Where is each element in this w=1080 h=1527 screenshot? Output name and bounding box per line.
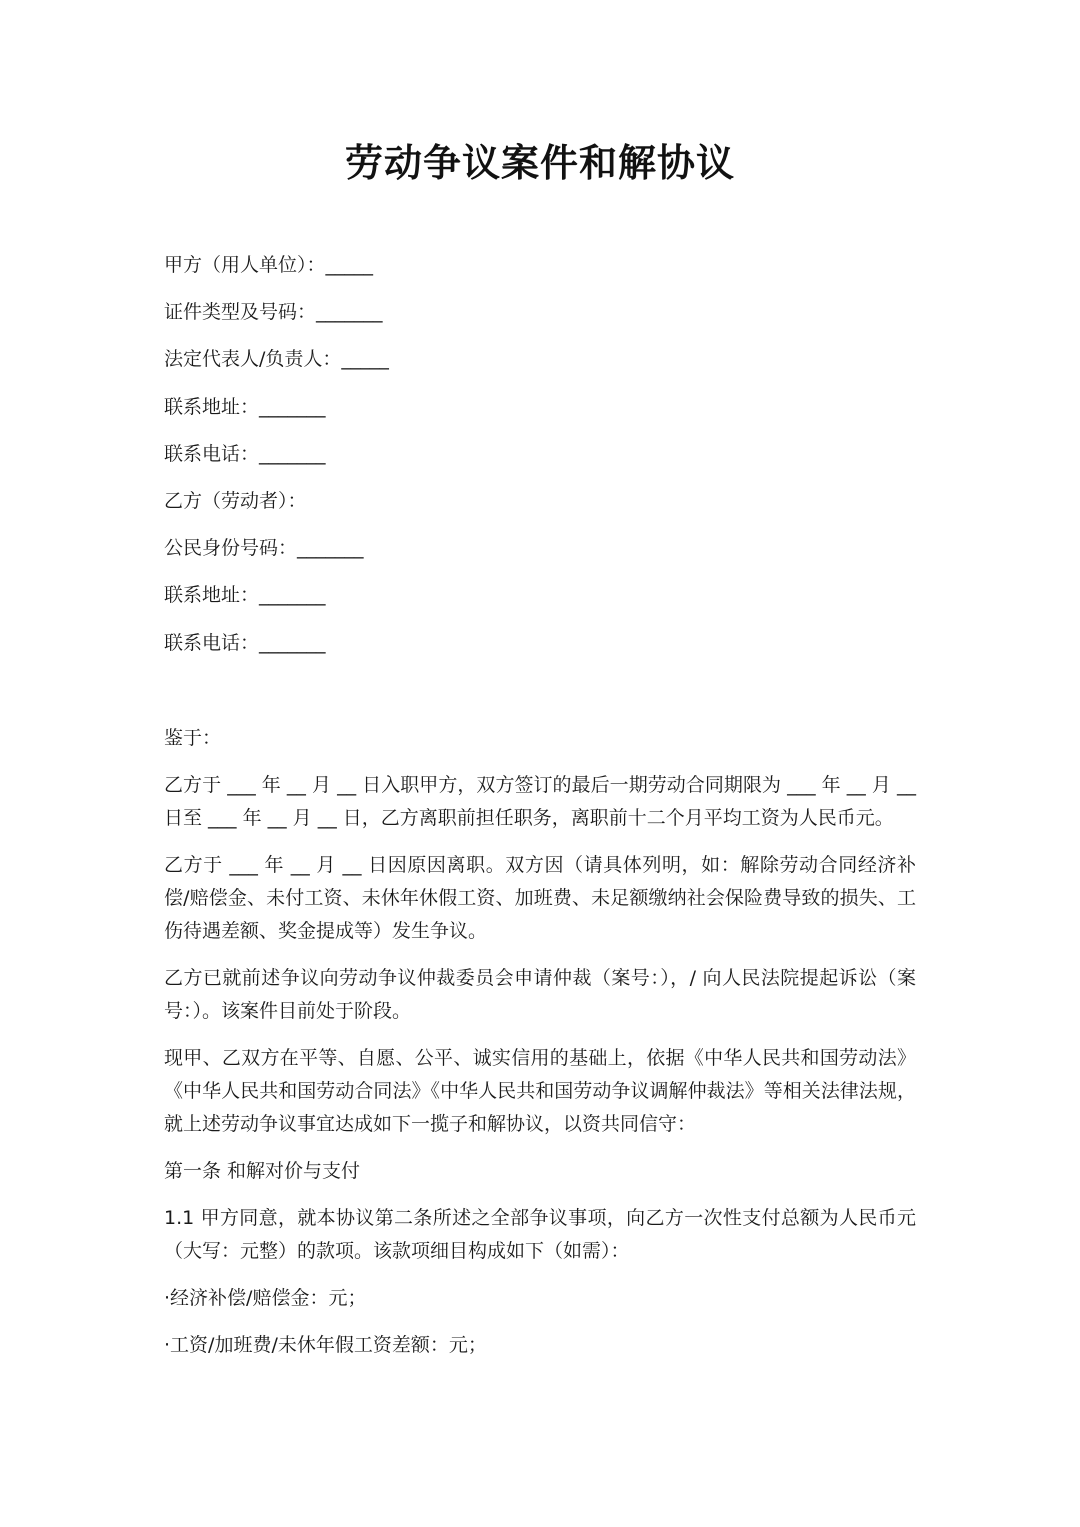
party-b-phone-field: 联系电话：_______ [164, 631, 326, 654]
case-status-paragraph: 乙方已就前述争议向劳动争议仲裁委员会申请仲裁（案号：），/ 向人民法院提起诉讼（案号：）。该案件目前处于阶段。 [164, 967, 916, 1022]
party-a-id-field: 证件类型及号码：_______ [164, 301, 383, 324]
agreement-basis-paragraph: 现甲、乙双方在平等、自愿、公平、诚实信用的基础上，依据《中华人民共和国劳动法》《中华人民共和国劳动合同法》《中华人民共和国劳动争议调解仲裁法》等相关法律法规，就上述劳动争议事宜达成如下一揽子和解协议，以资共同信守： [164, 1047, 916, 1135]
party-b-id-field: 公民身份号码：_______ [164, 537, 364, 560]
whereas-heading: 鉴于： [164, 727, 222, 749]
party-b-address-field: 联系地址：_______ [164, 584, 326, 607]
wage-difference-item: ·工资/加班费/未休年假工资差额：元； [164, 1334, 487, 1356]
party-a-phone-field: 联系电话：_______ [164, 442, 326, 465]
clause-1-1-paragraph: 1.1 甲方同意，就本协议第二条所述之全部争议事项，向乙方一次性支付总额为人民币元（大写：元整）的款项。该款项细目构成如下（如需）： [164, 1207, 916, 1262]
document-title: 劳动争议案件和解协议 [344, 141, 735, 185]
employment-paragraph: 乙方于 ___ 年 __ 月 __ 日入职甲方，双方签订的最后一期劳动合同期限为 ___ 年 __ 月 __ 日至 ___ 年 __ 月 __ 日，乙方离职前担任职务，离职前十二个月平均工资为人民币元。 [164, 774, 916, 829]
party-a-address-field: 联系地址：_______ [164, 395, 326, 418]
party-b-name-field: 乙方（劳动者）： [164, 489, 307, 512]
compensation-item: ·经济补偿/赔偿金：元； [164, 1287, 367, 1309]
dispute-paragraph: 乙方于 ___ 年 __ 月 __ 日因原因离职。双方因（请具体列明，如：解除劳动合同经济补偿/赔偿金、未付工资、未休年休假工资、加班费、未足额缴纳社会保险费导致的损失、工伤待遇差额、奖金提成等）发生争议。 [164, 854, 916, 942]
party-a-representative-field: 法定代表人/负责人：_____ [164, 348, 389, 371]
agreement-body [164, 722, 916, 1376]
party-info-section [164, 250, 924, 675]
article-one-heading: 第一条 和解对价与支付 [164, 1160, 361, 1182]
party-a-name-field: 甲方（用人单位）：_____ [164, 254, 374, 276]
